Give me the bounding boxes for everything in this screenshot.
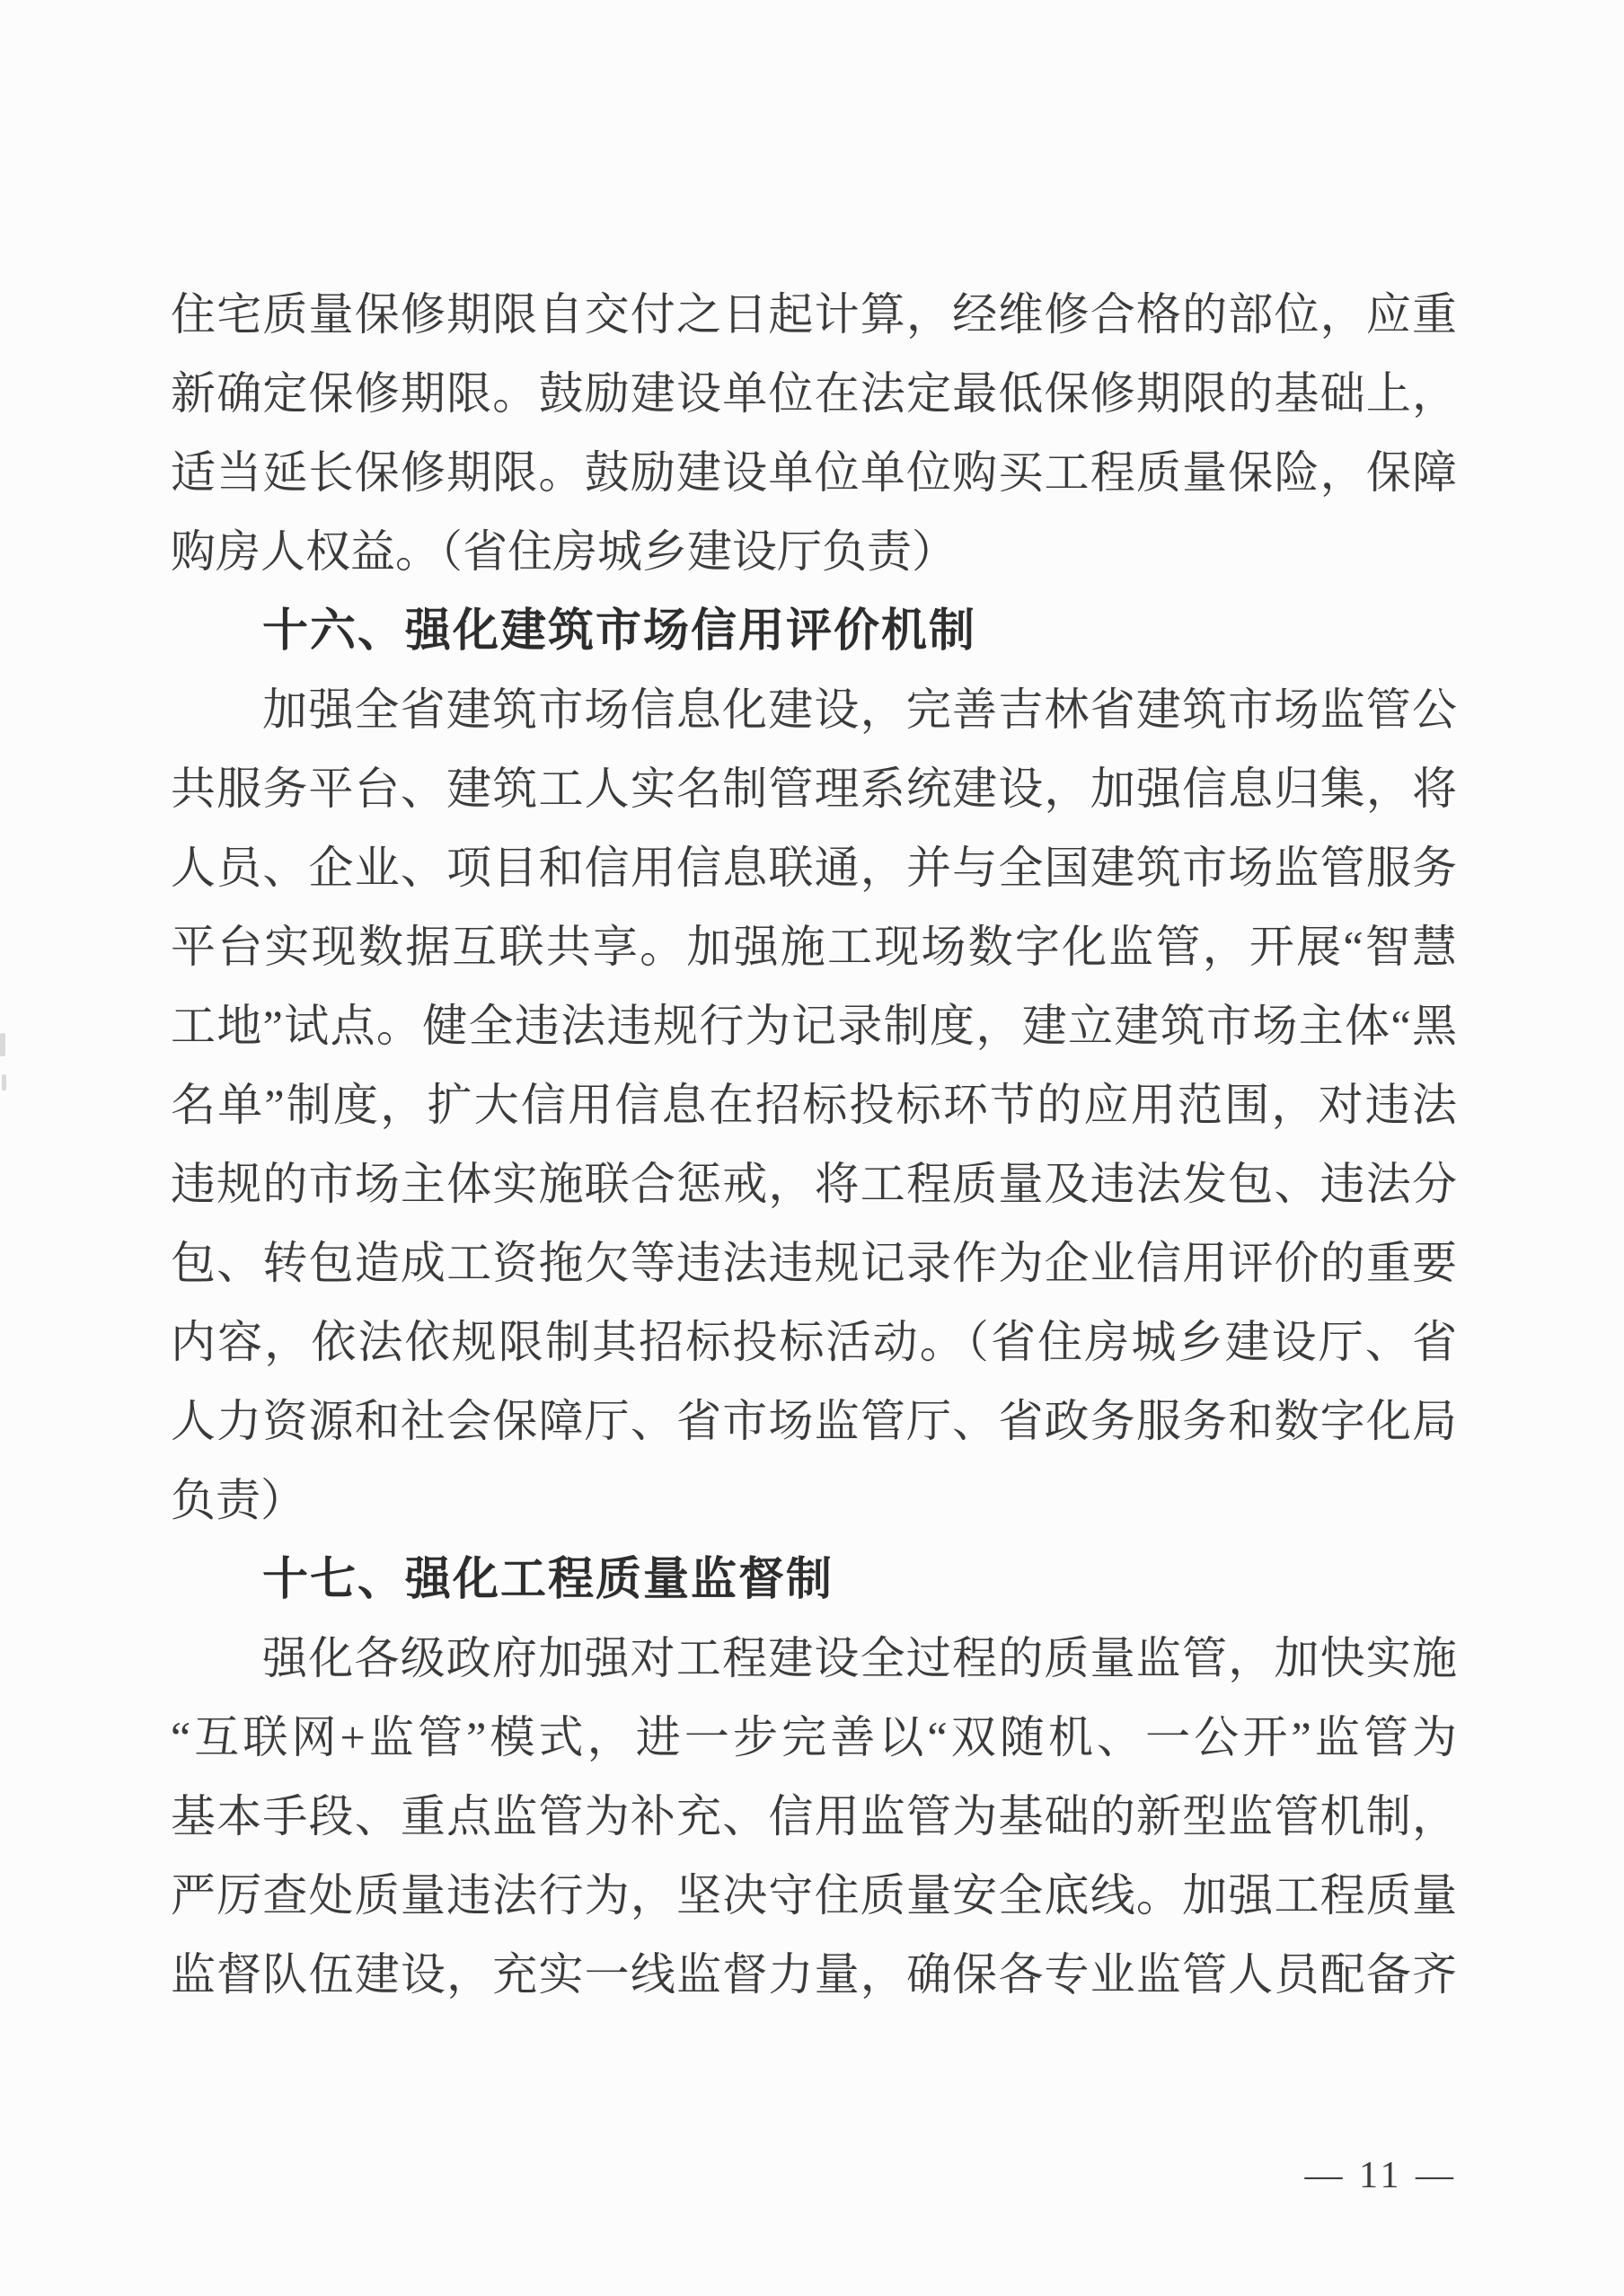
text-line: 加强全省建筑市场信息化建设，完善吉林省建筑市场监管公	[262, 684, 1457, 735]
text-line: 人员、企业、项目和信用信息联通，并与全国建筑市场监管服务	[171, 843, 1457, 893]
scan-artifact	[2, 1074, 6, 1091]
scan-artifact	[0, 1033, 5, 1056]
page-number: — 11 —	[1304, 2155, 1457, 2196]
text-line: 人力资源和社会保障厅、省市场监管厅、省政务服务和数字化局	[171, 1396, 1457, 1446]
text-line: 强化各级政府加强对工程建设全过程的质量监管，加快实施	[262, 1633, 1457, 1683]
document-body	[171, 275, 1457, 2014]
text-line: 住宅质量保修期限自交付之日起计算，经维修合格的部位，应重	[171, 289, 1457, 340]
text-line: 包、转包造成工资拖欠等违法违规记录作为企业信用评价的重要	[171, 1238, 1457, 1288]
text-line: 违规的市场主体实施联合惩戒，将工程质量及违法发包、违法分	[171, 1159, 1457, 1209]
text-line: 购房人权益。（省住房城乡建设厅负责）	[171, 526, 957, 577]
text-line: 共服务平台、建筑工人实名制管理系统建设，加强信息归集，将	[171, 764, 1457, 814]
text-line: 平台实现数据互联共享。加强施工现场数字化监管，开展“智慧	[171, 922, 1457, 972]
text-line: 工地”试点。健全违法违规行为记录制度，建立建筑市场主体“黑	[171, 1001, 1457, 1051]
text-line: 基本手段、重点监管为补充、信用监管为基础的新型监管机制，	[171, 1791, 1457, 1841]
text-line: 监督队伍建设，充实一线监督力量，确保各专业监管人员配备齐	[171, 1949, 1457, 2000]
text-line: 严厉查处质量违法行为，坚决守住质量安全底线。加强工程质量	[171, 1870, 1457, 1921]
section-heading: 十七、强化工程质量监督制	[262, 1553, 834, 1604]
text-line: 名单”制度，扩大信用信息在招标投标环节的应用范围，对违法	[171, 1080, 1457, 1130]
text-line: 适当延长保修期限。鼓励建设单位单位购买工程质量保险，保障	[171, 447, 1457, 498]
text-line: 负责）	[171, 1475, 305, 1525]
section-heading: 十六、强化建筑市场信用评价机制	[262, 605, 977, 656]
text-line: “互联网+监管”模式，进一步完善以“双随机、一公开”监管为	[171, 1712, 1457, 1762]
text-line: 内容，依法依规限制其招标投标活动。（省住房城乡建设厅、省	[171, 1317, 1457, 1367]
text-line: 新确定保修期限。鼓励建设单位在法定最低保修期限的基础上，	[171, 368, 1457, 419]
